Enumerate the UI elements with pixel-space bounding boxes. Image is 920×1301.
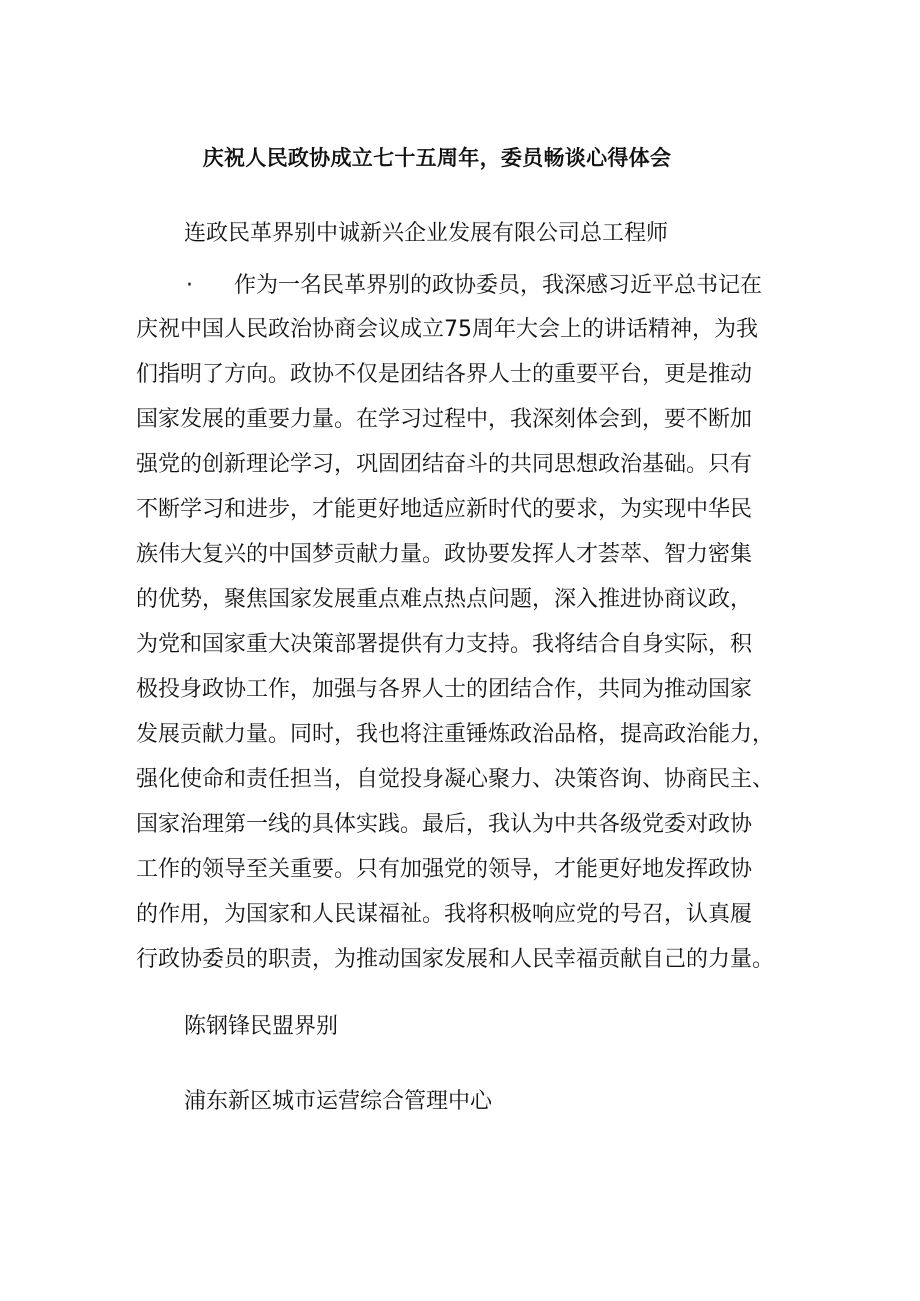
body-line: 们指明了方向。政协不仅是团结各界人士的重要平台，更是推动 bbox=[136, 362, 753, 387]
body-line: 的优势，聚焦国家发展重点难点热点问题，深入推进协商议政， bbox=[136, 587, 753, 612]
body-line: 庆祝中国人民政治协商会议成立75周年大会上的讲话精神，为我 bbox=[136, 317, 758, 342]
author-byline: 连政民革界别中诚新兴企业发展有限公司总工程师 bbox=[184, 221, 669, 246]
signature-organization: 浦东新区城市运营综合管理中心 bbox=[184, 1089, 493, 1114]
body-line: 的作用，为国家和人民谋福祉。我将积极响应党的号召，认真履 bbox=[136, 902, 753, 927]
body-line: 作为一名民革界别的政协委员，我深感习近平总书记在 bbox=[234, 273, 763, 298]
page-title: 庆祝人民政协成立七十五周年，委员畅谈心得体会 bbox=[202, 146, 672, 170]
body-line: 国家治理第一线的具体实践。最后，我认为中共各级党委对政协 bbox=[136, 812, 753, 837]
signature-affiliation: 陈钢锋民盟界别 bbox=[184, 1014, 339, 1039]
body-line: 为党和国家重大决策部署提供有力支持。我将结合自身实际，积 bbox=[136, 632, 753, 657]
bullet-marker: · bbox=[186, 273, 193, 298]
body-line: 行政协委员的职责，为推动国家发展和人民幸福贡献自己的力量。 bbox=[136, 947, 775, 972]
body-line: 发展贡献力量。同时，我也将注重锤炼政治品格，提高政治能力， bbox=[136, 722, 775, 747]
body-line: 族伟大复兴的中国梦贡献力量。政协要发挥人才荟萃、智力密集 bbox=[136, 542, 753, 567]
body-line: 强党的创新理论学习，巩固团结奋斗的共同思想政治基础。只有 bbox=[136, 452, 753, 477]
body-line: 不断学习和进步，才能更好地适应新时代的要求，为实现中华民 bbox=[136, 497, 753, 522]
body-line: 强化使命和责任担当，自觉投身凝心聚力、决策咨询、协商民主、 bbox=[136, 767, 775, 792]
body-line: 工作的领导至关重要。只有加强党的领导，才能更好地发挥政协 bbox=[136, 857, 753, 882]
body-line: 国家发展的重要力量。在学习过程中，我深刻体会到，要不断加 bbox=[136, 407, 753, 432]
body-line: 极投身政协工作，加强与各界人士的团结合作，共同为推动国家 bbox=[136, 677, 753, 702]
